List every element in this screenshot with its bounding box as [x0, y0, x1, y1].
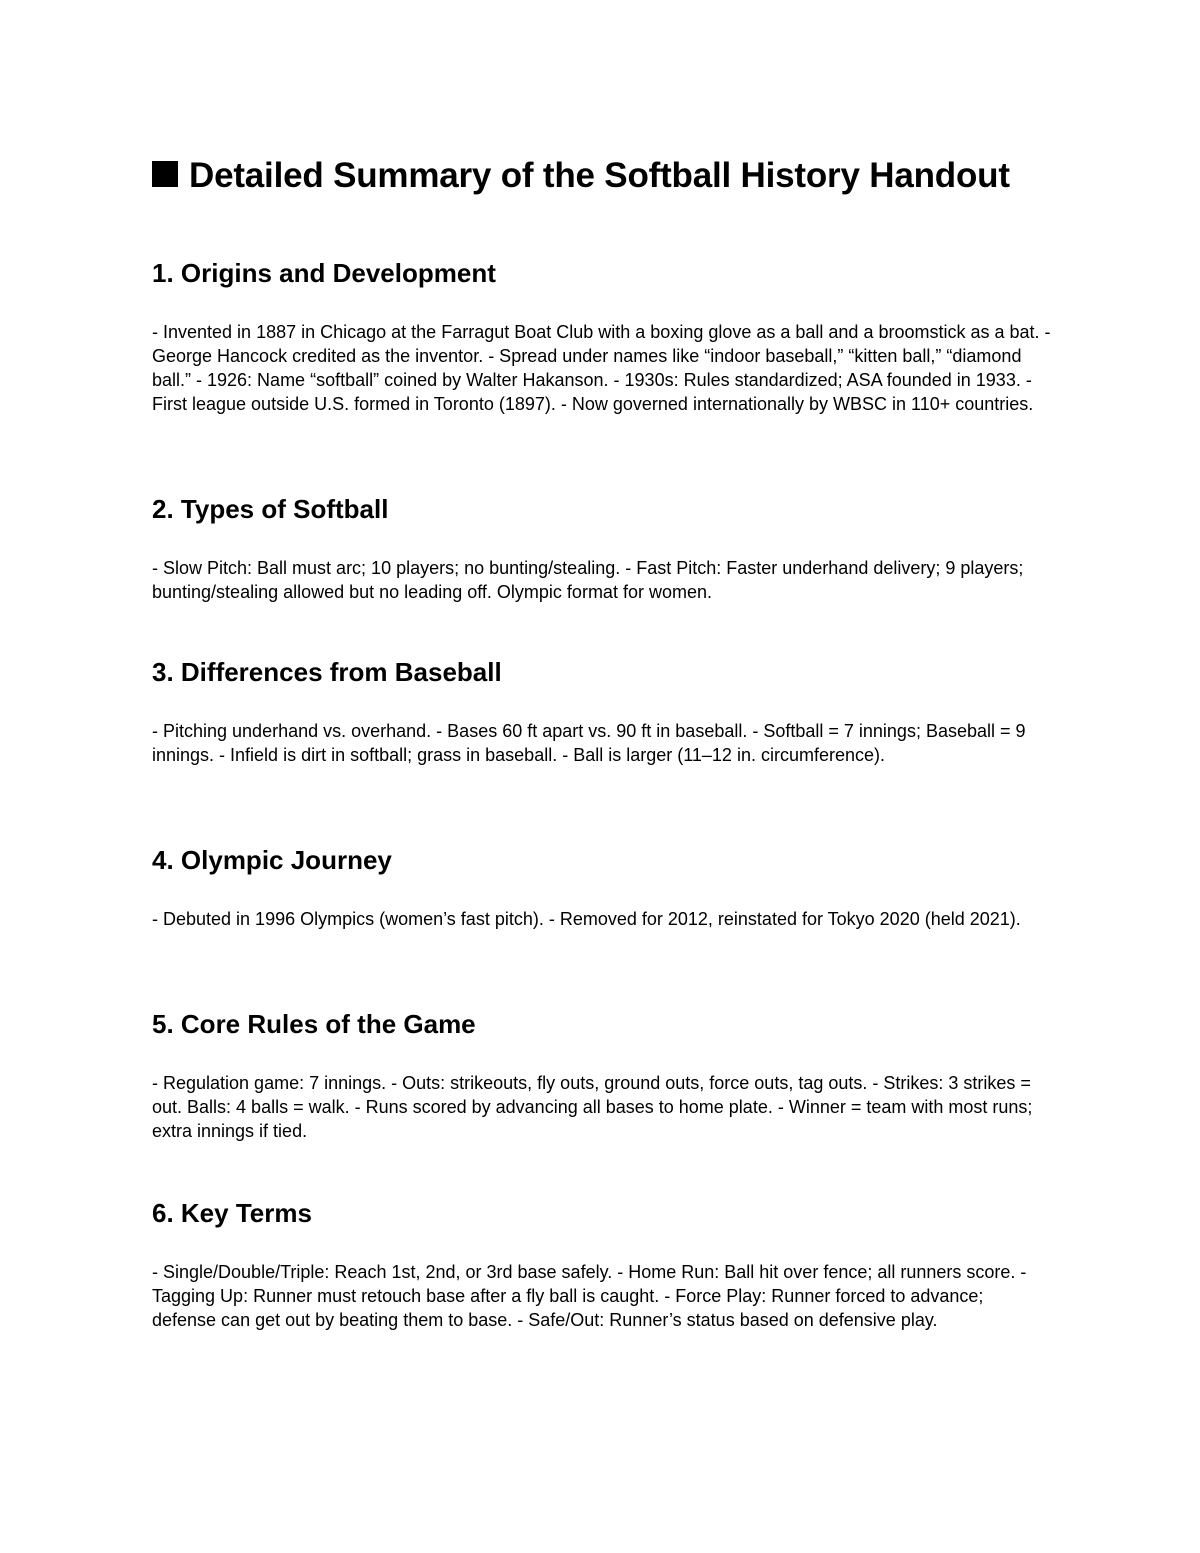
- section-body: - Debuted in 1996 Olympics (women’s fast pitch). - Removed for 2012, reinstated for Tokyo 2020 (held 2021).: [152, 909, 1021, 929]
- section-origins: [152, 256, 1052, 416]
- section-heading: 5. Core Rules of the Game: [152, 1009, 476, 1039]
- section-body: - Regulation game: 7 innings. - Outs: strikeouts, fly outs, ground outs, force outs, tag outs. - Strikes: 3 strikes = out. Balls: 4 balls = walk. - Runs scored by advancing all bases to home plate. - Winner = team with most runs; extra innings if tied.: [152, 1073, 1033, 1141]
- section-olympic-journey: [152, 843, 1021, 931]
- section-core-rules: [152, 1007, 1052, 1143]
- document-page: [152, 150, 1052, 1330]
- section-heading: 4. Olympic Journey: [152, 845, 392, 875]
- section-heading: 6. Key Terms: [152, 1198, 312, 1228]
- section-key-terms: [152, 1196, 1052, 1332]
- section-body: - Single/Double/Triple: Reach 1st, 2nd, or 3rd base safely. - Home Run: Ball hit over fence; all runners score. - Tagging Up: Runner must retouch base after a fly ball is caught. - Force Play: Runner forced to advance; defense can get out by beating them to base. - Safe/Out: Runner’s status based on defensive play.: [152, 1262, 1027, 1330]
- section-body: - Slow Pitch: Ball must arc; 10 players; no bunting/stealing. - Fast Pitch: Faster underhand delivery; 9 players; bunting/stealing allowed but no leading off. Olympic format for women.: [152, 558, 1024, 602]
- section-heading: 2. Types of Softball: [152, 494, 389, 524]
- section-heading: 3. Differences from Baseball: [152, 657, 502, 687]
- section-heading: 1. Origins and Development: [152, 258, 496, 288]
- document-title: Detailed Summary of the Softball History Handout: [189, 156, 1010, 195]
- section-differences: [152, 655, 1052, 767]
- section-types: [152, 492, 1052, 604]
- square-bullet-icon: [152, 161, 178, 187]
- section-body: - Invented in 1887 in Chicago at the Farragut Boat Club with a boxing glove as a ball and a broomstick as a bat. - George Hancock credited as the inventor. - Spread under names like “indoor baseball,” “kitten ball,” “diamond ball.” - 1926: Name “softball” coined by Walter Hakanson. - 1930s: Rules standardized; ASA founded in 1933. - First league outside U.S. formed in Toronto (1897). - Now governed internationally by WBSC in 110+ countries.: [152, 322, 1051, 414]
- section-body: - Pitching underhand vs. overhand. - Bases 60 ft apart vs. 90 ft in baseball. - Softball = 7 innings; Baseball = 9 innings. - Infield is dirt in softball; grass in baseball. - Ball is larger (11–12 in. circumference).: [152, 721, 1026, 765]
- document-title-heading: [152, 150, 1052, 202]
